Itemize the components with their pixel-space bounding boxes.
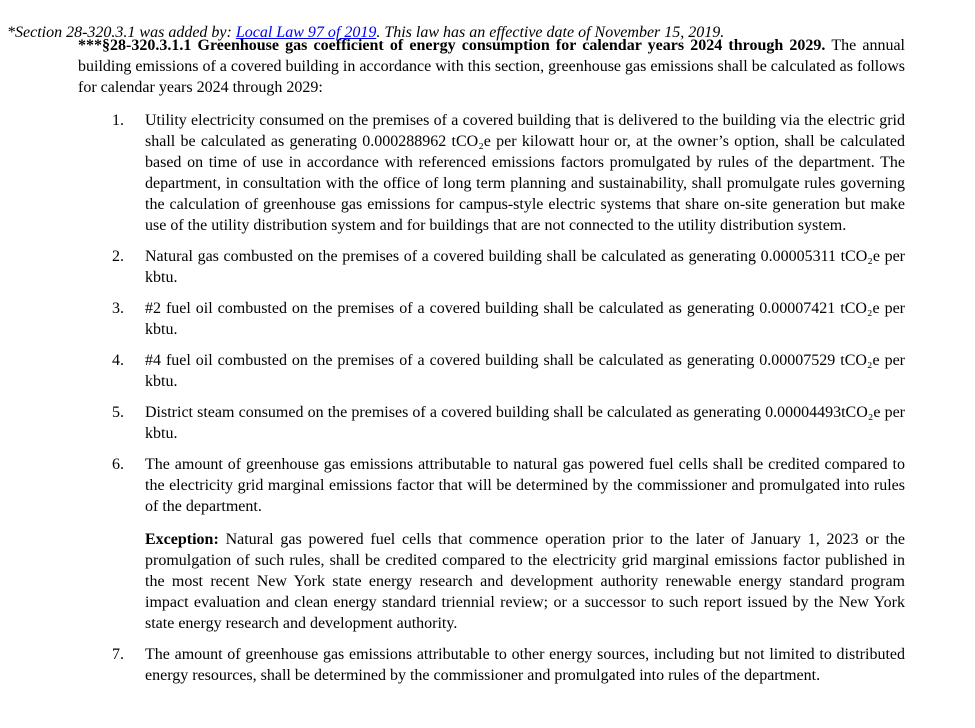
- list-item: [78, 350, 905, 392]
- item-number: 1.: [112, 112, 124, 129]
- list-item: [78, 298, 905, 340]
- exception-label: Exception:: [145, 531, 219, 548]
- item-number: 2.: [112, 248, 124, 265]
- list-item: [78, 110, 905, 236]
- item-body-with-exception: [145, 454, 905, 634]
- list-item: [78, 644, 905, 686]
- item-text: #2 fuel oil combusted on the premises of a covered building shall be calculated as generating 0.00007421 tCO₂e per kbtu.: [145, 300, 905, 338]
- exception-paragraph: [145, 529, 905, 634]
- list-item: [78, 402, 905, 444]
- item-text: Natural gas combusted on the premises of a covered building shall be calculated as generating 0.00005311 tCO₂e per kbtu.: [145, 248, 905, 286]
- item-number: 5.: [112, 404, 124, 421]
- section-lead-text: The annual building emissions of a covered building in accordance with this section, greenhouse gas emissions shall be calculated as follows for calendar years 2024 through 2029:: [78, 37, 906, 96]
- amendment-note-prefix: *Section 28-320.3.1 was added by:: [7, 24, 236, 41]
- section-lead-paragraph: [78, 35, 905, 98]
- item-text: The amount of greenhouse gas emissions attributable to natural gas powered fuel cells shall be credited compared to the electricity grid marginal emissions factor that will be determined by the commissioner and promulgated into rules of the department.: [145, 456, 905, 515]
- item-number: 7.: [112, 646, 124, 663]
- item-number: 4.: [112, 352, 124, 369]
- local-law-97-link[interactable]: Local Law 97 of 2019: [235, 24, 377, 41]
- item-text: The amount of greenhouse gas emissions attributable to other energy sources, including but not limited to distributed energy resources, shall be determined by the commissioner and promulgated into rules of the department.: [145, 646, 905, 684]
- section-content: [78, 35, 905, 686]
- item-text: District steam consumed on the premises of a covered building shall be calculated as generating 0.00004493tCO₂e per kbtu.: [145, 404, 905, 442]
- item-number: 3.: [112, 300, 124, 317]
- list-item: [78, 246, 905, 288]
- ordered-list: [78, 110, 905, 686]
- item-text: Utility electricity consumed on the premises of a covered building that is delivered to the building via the electric grid shall be calculated as generating 0.000288962 tCO₂e per kilowatt hour or, at the owner’s option, shall be calculated based on time of use in accordance with referenced emissions factors promulgated by rules of the department. The department, in consultation with the office of long term planning and sustainability, shall promulgate rules governing the calculation of greenhouse gas emissions for campus-style electric systems that share on-site generation but make use of the utility distribution system and for buildings that are not connected to the utility distribution system.: [145, 112, 905, 234]
- item-number: 6.: [112, 456, 124, 473]
- section-heading: ***§28-320.3.1.1 Greenhouse gas coefficient of energy consumption for calendar years 2024 through 2029.: [78, 37, 826, 54]
- list-item: [78, 454, 905, 634]
- exception-text: Natural gas powered fuel cells that commence operation prior to the later of January 1, 2023 or the promulgation of such rules, shall be credited compared to the electricity grid marginal emissions factor published in the most recent New York state energy research and development authority renewable energy standard program impact evaluation and clean energy standard triennial review; or a successor to such report issued by the New York state energy research and development authority.: [145, 531, 905, 632]
- amendment-note-suffix: . This law has an effective date of November 15, 2019.: [376, 24, 725, 41]
- item-text: #4 fuel oil combusted on the premises of a covered building shall be calculated as generating 0.00007529 tCO₂e per kbtu.: [145, 352, 905, 390]
